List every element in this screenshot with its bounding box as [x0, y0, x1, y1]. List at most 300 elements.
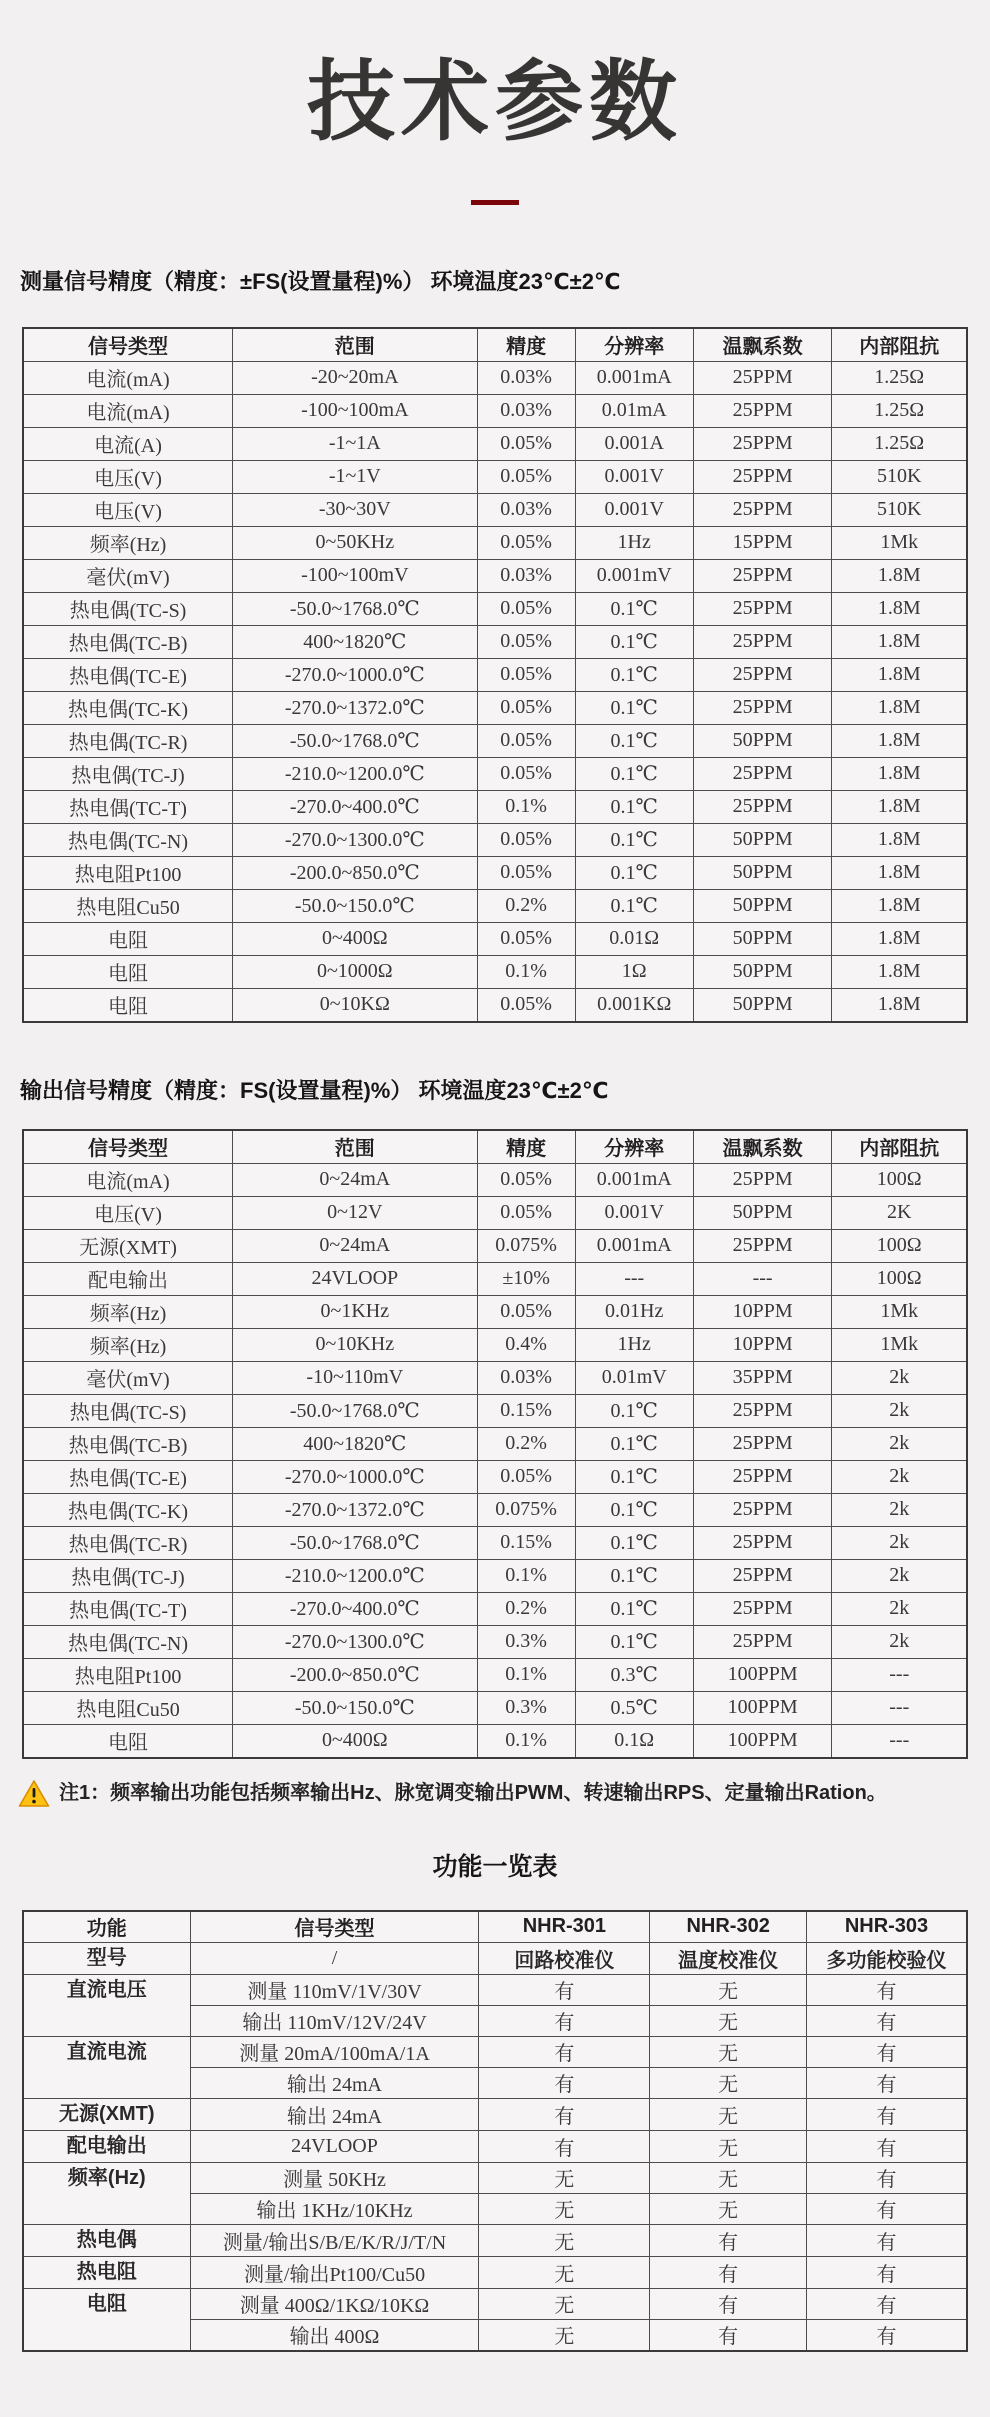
table-row — [23, 1691, 967, 1724]
table-cell: -270.0~1372.0℃ — [233, 1493, 477, 1526]
table-cell: 有 — [479, 2130, 650, 2162]
table-cell: -270.0~1000.0℃ — [233, 1460, 477, 1493]
table-cell: 0.1% — [477, 1559, 575, 1592]
table-cell: 25PPM — [693, 559, 832, 592]
column-header: 功能 — [23, 1911, 190, 1943]
table-cell: 有 — [807, 2288, 968, 2319]
table-cell: 1.8M — [832, 625, 967, 658]
function-cell: 型号 — [23, 1942, 190, 1974]
table-cell: -270.0~400.0℃ — [233, 790, 477, 823]
table-cell: 热电偶(TC-K) — [23, 691, 233, 724]
table-cell: 有 — [479, 1974, 650, 2005]
table-cell: -200.0~850.0℃ — [233, 1658, 477, 1691]
table-cell: -20~20mA — [233, 361, 477, 394]
table-cell: 热电偶(TC-S) — [23, 592, 233, 625]
table-cell: 100PPM — [693, 1691, 832, 1724]
measure-spec-table — [22, 327, 968, 1023]
table-cell: 0.2% — [477, 889, 575, 922]
table-cell: 25PPM — [693, 1460, 832, 1493]
table-cell: 2k — [832, 1559, 967, 1592]
table-cell: 2k — [832, 1592, 967, 1625]
table-cell: 无 — [479, 2288, 650, 2319]
table-cell: 0.05% — [477, 724, 575, 757]
header-row — [23, 1911, 967, 1943]
table-cell: -270.0~400.0℃ — [233, 1592, 477, 1625]
measure-section-heading: 测量信号精度（精度：±FS(设置量程)%） 环境温度23℃±2℃ — [20, 268, 621, 294]
table-cell: -50.0~150.0℃ — [233, 889, 477, 922]
column-header: 内部阻抗 — [832, 1130, 967, 1164]
table-cell: 1.25Ω — [832, 427, 967, 460]
table-cell: 0.03% — [477, 1361, 575, 1394]
table-cell: 0.05% — [477, 658, 575, 691]
table-row — [23, 361, 967, 394]
table-cell: 0.15% — [477, 1526, 575, 1559]
table-cell: 10PPM — [693, 1328, 832, 1361]
table-cell: 0.15% — [477, 1394, 575, 1427]
table-cell: 1.25Ω — [832, 361, 967, 394]
table-cell: 0.1℃ — [575, 1460, 693, 1493]
table-cell: 有 — [807, 2162, 968, 2193]
table-row — [23, 790, 967, 823]
table-cell: 2k — [832, 1526, 967, 1559]
table-cell: 25PPM — [693, 658, 832, 691]
table-cell: 电流(mA) — [23, 1163, 233, 1196]
column-header: 范围 — [233, 328, 477, 362]
table-cell: 400~1820℃ — [233, 625, 477, 658]
table-cell: 有 — [807, 2130, 968, 2162]
table-cell: 有 — [807, 2319, 968, 2351]
table-cell: 25PPM — [693, 1394, 832, 1427]
table-cell: 35PPM — [693, 1361, 832, 1394]
table-cell: 频率(Hz) — [23, 1295, 233, 1328]
table-cell: 测量 400Ω/1KΩ/10KΩ — [190, 2288, 479, 2319]
table-cell: 50PPM — [693, 955, 832, 988]
table-cell: 0.1℃ — [575, 889, 693, 922]
table-cell: 25PPM — [693, 394, 832, 427]
table-cell: 50PPM — [693, 1196, 832, 1229]
table-row — [23, 1526, 967, 1559]
table-row — [23, 1229, 967, 1262]
table-cell: 50PPM — [693, 856, 832, 889]
table-cell: 0.001mA — [575, 361, 693, 394]
table-cell: 0.001mV — [575, 559, 693, 592]
table-row — [23, 1295, 967, 1328]
table-cell: 0.05% — [477, 1196, 575, 1229]
table-cell: 25PPM — [693, 592, 832, 625]
table-cell: 0.1℃ — [575, 757, 693, 790]
table-cell: 0.05% — [477, 856, 575, 889]
column-header: 分辨率 — [575, 328, 693, 362]
title-accent-dash — [471, 200, 519, 205]
column-header: 精度 — [477, 1130, 575, 1164]
table-row — [23, 1942, 967, 1974]
table-cell: 频率(Hz) — [23, 1328, 233, 1361]
table-cell: 无 — [650, 2193, 807, 2224]
table-row — [23, 1361, 967, 1394]
table-cell: 电流(mA) — [23, 361, 233, 394]
table-row — [23, 1493, 967, 1526]
table-cell: 0.05% — [477, 1460, 575, 1493]
table-cell: 回路校准仪 — [479, 1942, 650, 1974]
table-cell: 0.5℃ — [575, 1691, 693, 1724]
column-header: 分辨率 — [575, 1130, 693, 1164]
table-cell: 25PPM — [693, 1427, 832, 1460]
table-cell: 0.1℃ — [575, 1592, 693, 1625]
table-cell: 1Hz — [575, 526, 693, 559]
table-cell: -50.0~1768.0℃ — [233, 592, 477, 625]
table-cell: 50PPM — [693, 889, 832, 922]
table-cell: --- — [832, 1724, 967, 1758]
table-cell: 25PPM — [693, 1592, 832, 1625]
table-cell: -50.0~150.0℃ — [233, 1691, 477, 1724]
table-cell: 无 — [650, 2005, 807, 2036]
table-cell: 有 — [807, 2224, 968, 2256]
table-row — [23, 460, 967, 493]
table-cell: -100~100mV — [233, 559, 477, 592]
table-row — [23, 2098, 967, 2130]
table-cell: 0.001A — [575, 427, 693, 460]
table-cell: 510K — [832, 493, 967, 526]
table-row — [23, 1592, 967, 1625]
table-cell: 0.3% — [477, 1625, 575, 1658]
table-cell: 15PPM — [693, 526, 832, 559]
table-row — [23, 922, 967, 955]
table-cell: 0.1℃ — [575, 625, 693, 658]
table-cell: 0.05% — [477, 1295, 575, 1328]
table-row — [23, 1196, 967, 1229]
table-row — [23, 493, 967, 526]
table-cell: 0.1% — [477, 790, 575, 823]
table-cell: 0.05% — [477, 823, 575, 856]
table-cell: 2K — [832, 1196, 967, 1229]
table-cell: 热电偶(TC-E) — [23, 1460, 233, 1493]
table-cell: 配电输出 — [23, 1262, 233, 1295]
table-cell: 0.1% — [477, 1724, 575, 1758]
table-cell: 热电偶(TC-N) — [23, 1625, 233, 1658]
table-cell: -50.0~1768.0℃ — [233, 1526, 477, 1559]
warning-triangle-icon — [18, 1779, 50, 1808]
table-cell: 0.05% — [477, 592, 575, 625]
table-cell: 0.01mV — [575, 1361, 693, 1394]
table-cell: 输出 110mV/12V/24V — [190, 2005, 479, 2036]
table-row — [23, 394, 967, 427]
table-row — [23, 2224, 967, 2256]
table-cell: 0.3℃ — [575, 1658, 693, 1691]
table-row — [23, 889, 967, 922]
column-header: 信号类型 — [23, 328, 233, 362]
table-cell: 25PPM — [693, 757, 832, 790]
table-row — [23, 1427, 967, 1460]
function-cell: 直流电压 — [23, 1974, 190, 2036]
table-cell: -50.0~1768.0℃ — [233, 1394, 477, 1427]
table-cell: 24VLOOP — [190, 2130, 479, 2162]
table-cell: 电压(V) — [23, 1196, 233, 1229]
table-cell: 热电偶(TC-J) — [23, 757, 233, 790]
table-cell: 1Mk — [832, 1295, 967, 1328]
table-cell: 0~400Ω — [233, 922, 477, 955]
table-cell: -50.0~1768.0℃ — [233, 724, 477, 757]
function-cell: 频率(Hz) — [23, 2162, 190, 2224]
table-cell: 0.03% — [477, 361, 575, 394]
table-cell: 25PPM — [693, 790, 832, 823]
table-cell: 0.001KΩ — [575, 988, 693, 1022]
table-cell: 0.05% — [477, 1163, 575, 1196]
table-cell: 多功能校验仪 — [807, 1942, 968, 1974]
table-cell: 无 — [479, 2256, 650, 2288]
table-cell: 有 — [479, 2036, 650, 2067]
table-cell: 0.001mA — [575, 1229, 693, 1262]
table-cell: 0.1Ω — [575, 1724, 693, 1758]
function-cell: 无源(XMT) — [23, 2098, 190, 2130]
table-cell: -30~30V — [233, 493, 477, 526]
function-cell: 热电阻 — [23, 2256, 190, 2288]
table-cell: 无源(XMT) — [23, 1229, 233, 1262]
column-header: 信号类型 — [23, 1130, 233, 1164]
table-cell: 0.2% — [477, 1592, 575, 1625]
table-cell: 有 — [650, 2288, 807, 2319]
table-cell: 热电偶(TC-B) — [23, 1427, 233, 1460]
table-cell: 100PPM — [693, 1724, 832, 1758]
table-cell: 2k — [832, 1625, 967, 1658]
table-row — [23, 691, 967, 724]
table-cell: 25PPM — [693, 625, 832, 658]
table-cell: 输出 24mA — [190, 2067, 479, 2098]
table-cell: -270.0~1000.0℃ — [233, 658, 477, 691]
table-cell: 0.05% — [477, 691, 575, 724]
table-row — [23, 1559, 967, 1592]
table-row — [23, 2256, 967, 2288]
header-row — [23, 1130, 967, 1164]
table-row — [23, 2288, 967, 2319]
table-cell: 0.1% — [477, 1658, 575, 1691]
table-cell: 0.1℃ — [575, 1493, 693, 1526]
table-cell: 无 — [479, 2319, 650, 2351]
table-cell: 0.03% — [477, 559, 575, 592]
table-row — [23, 1394, 967, 1427]
table-cell: --- — [832, 1691, 967, 1724]
table-cell: 0.001V — [575, 1196, 693, 1229]
table-cell: / — [190, 1942, 479, 1974]
table-cell: 1.8M — [832, 889, 967, 922]
note-text: 注1：频率输出功能包括频率输出Hz、脉宽调变输出PWM、转速输出RPS、定量输出Ration。 — [59, 1781, 887, 1804]
table-cell: 510K — [832, 460, 967, 493]
table-cell: 1.8M — [832, 757, 967, 790]
table-cell: 测量/输出Pt100/Cu50 — [190, 2256, 479, 2288]
table-cell: 2k — [832, 1394, 967, 1427]
table-cell: 25PPM — [693, 1625, 832, 1658]
table-cell: 0~10KHz — [233, 1328, 477, 1361]
table-cell: 测量 110mV/1V/30V — [190, 1974, 479, 2005]
table-cell: 1Mk — [832, 1328, 967, 1361]
table-row — [23, 625, 967, 658]
table-cell: 1.8M — [832, 955, 967, 988]
table-row — [23, 1328, 967, 1361]
table-cell: 有 — [479, 2098, 650, 2130]
function-list-heading: 功能一览表 — [432, 1852, 558, 1881]
table-cell: 25PPM — [693, 691, 832, 724]
table-cell: 0.1℃ — [575, 1526, 693, 1559]
table-cell: 0.1% — [477, 955, 575, 988]
table-row — [23, 1658, 967, 1691]
table-cell: 0.2% — [477, 1427, 575, 1460]
table-cell: 电阻 — [23, 955, 233, 988]
table-cell: -100~100mA — [233, 394, 477, 427]
table-cell: 热电阻Cu50 — [23, 1691, 233, 1724]
table-cell: 0.05% — [477, 625, 575, 658]
table-cell: 1.8M — [832, 988, 967, 1022]
table-cell: 温度校准仪 — [650, 1942, 807, 1974]
table-row — [23, 724, 967, 757]
table-cell: 无 — [479, 2224, 650, 2256]
table-cell: 25PPM — [693, 460, 832, 493]
table-cell: 有 — [479, 2067, 650, 2098]
table-cell: 无 — [479, 2162, 650, 2193]
table-cell: 0.075% — [477, 1493, 575, 1526]
table-row — [23, 1974, 967, 2005]
table-cell: 1.8M — [832, 823, 967, 856]
table-cell: --- — [693, 1262, 832, 1295]
table-cell: 50PPM — [693, 823, 832, 856]
table-cell: -210.0~1200.0℃ — [233, 1559, 477, 1592]
table-cell: 热电偶(TC-K) — [23, 1493, 233, 1526]
table-cell: 25PPM — [693, 1559, 832, 1592]
table-row — [23, 1163, 967, 1196]
table-cell: 0.05% — [477, 988, 575, 1022]
function-list-table — [22, 1910, 968, 2352]
table-cell: 0.05% — [477, 427, 575, 460]
column-header: NHR-301 — [479, 1911, 650, 1943]
table-cell: 有 — [807, 2036, 968, 2067]
table-cell: 50PPM — [693, 724, 832, 757]
table-cell: 50PPM — [693, 922, 832, 955]
table-cell: 0~12V — [233, 1196, 477, 1229]
table-row — [23, 1625, 967, 1658]
table-cell: 无 — [650, 2162, 807, 2193]
table-cell: 无 — [479, 2193, 650, 2224]
table-cell: 1.8M — [832, 724, 967, 757]
table-cell: 热电偶(TC-T) — [23, 1592, 233, 1625]
table-cell: --- — [832, 1658, 967, 1691]
table-cell: 400~1820℃ — [233, 1427, 477, 1460]
table-cell: 电流(A) — [23, 427, 233, 460]
table-row — [23, 658, 967, 691]
table-cell: 0.05% — [477, 460, 575, 493]
column-header: 信号类型 — [190, 1911, 479, 1943]
table-cell: 频率(Hz) — [23, 526, 233, 559]
table-cell: 1Hz — [575, 1328, 693, 1361]
table-cell: 1.8M — [832, 592, 967, 625]
table-cell: 电阻 — [23, 1724, 233, 1758]
column-header: 温飘系数 — [693, 1130, 832, 1164]
column-header: 范围 — [233, 1130, 477, 1164]
table-cell: 热电偶(TC-T) — [23, 790, 233, 823]
table-cell: 0~1KHz — [233, 1295, 477, 1328]
table-cell: 25PPM — [693, 1526, 832, 1559]
table-cell: -270.0~1300.0℃ — [233, 823, 477, 856]
table-cell: 1.8M — [832, 658, 967, 691]
table-cell: 100Ω — [832, 1163, 967, 1196]
table-cell: 0.01Hz — [575, 1295, 693, 1328]
table-cell: 1.25Ω — [832, 394, 967, 427]
table-cell: 25PPM — [693, 1229, 832, 1262]
table-row — [23, 1460, 967, 1493]
table-cell: 0.03% — [477, 394, 575, 427]
table-row — [23, 2130, 967, 2162]
table-cell: 电阻 — [23, 988, 233, 1022]
table-row — [23, 526, 967, 559]
table-cell: 测量 50KHz — [190, 2162, 479, 2193]
table-cell: 25PPM — [693, 427, 832, 460]
table-cell: 0.1℃ — [575, 790, 693, 823]
table-cell: 0.1℃ — [575, 856, 693, 889]
table-row — [23, 592, 967, 625]
column-header: 内部阻抗 — [832, 328, 967, 362]
table-row — [23, 1262, 967, 1295]
table-cell: 2k — [832, 1493, 967, 1526]
table-cell: 0.1℃ — [575, 658, 693, 691]
output-section-heading: 输出信号精度（精度：FS(设置量程)%） 环境温度23℃±2℃ — [20, 1077, 609, 1103]
table-cell: 有 — [807, 2005, 968, 2036]
table-cell: 有 — [807, 2256, 968, 2288]
function-cell: 直流电流 — [23, 2036, 190, 2098]
table-cell: 热电偶(TC-E) — [23, 658, 233, 691]
table-cell: 0.075% — [477, 1229, 575, 1262]
table-cell: 有 — [807, 1974, 968, 2005]
table-cell: 2k — [832, 1427, 967, 1460]
table-cell: 电压(V) — [23, 493, 233, 526]
function-cell: 配电输出 — [23, 2130, 190, 2162]
table-cell: -200.0~850.0℃ — [233, 856, 477, 889]
table-row — [23, 988, 967, 1022]
table-cell: 0.05% — [477, 526, 575, 559]
table-cell: 热电偶(TC-N) — [23, 823, 233, 856]
table-cell: 无 — [650, 2067, 807, 2098]
table-cell: 100Ω — [832, 1229, 967, 1262]
table-cell: 热电偶(TC-J) — [23, 1559, 233, 1592]
table-cell: 0.001mA — [575, 1163, 693, 1196]
table-cell: 100PPM — [693, 1658, 832, 1691]
table-cell: 无 — [650, 2036, 807, 2067]
table-cell: 有 — [650, 2319, 807, 2351]
table-cell: 0.001V — [575, 493, 693, 526]
table-cell: 0.001V — [575, 460, 693, 493]
table-cell: 1.8M — [832, 691, 967, 724]
table-cell: 1.8M — [832, 922, 967, 955]
table-cell: 热电偶(TC-S) — [23, 1394, 233, 1427]
table-row — [23, 856, 967, 889]
table-cell: 电压(V) — [23, 460, 233, 493]
table-cell: 0.3% — [477, 1691, 575, 1724]
table-cell: 0.1℃ — [575, 1427, 693, 1460]
table-cell: 25PPM — [693, 361, 832, 394]
table-cell: 0~1000Ω — [233, 955, 477, 988]
table-cell: 热电偶(TC-B) — [23, 625, 233, 658]
table-row — [23, 2036, 967, 2067]
table-cell: 100Ω — [832, 1262, 967, 1295]
table-cell: 0~24mA — [233, 1163, 477, 1196]
table-cell: 1Ω — [575, 955, 693, 988]
table-cell: 有 — [807, 2098, 968, 2130]
table-cell: 25PPM — [693, 493, 832, 526]
output-spec-table — [22, 1129, 968, 1759]
table-cell: 输出 24mA — [190, 2098, 479, 2130]
table-cell: -210.0~1200.0℃ — [233, 757, 477, 790]
table-cell: 无 — [650, 2098, 807, 2130]
table-cell: 0.1℃ — [575, 691, 693, 724]
table-cell: 热电偶(TC-R) — [23, 1526, 233, 1559]
table-cell: 0.4% — [477, 1328, 575, 1361]
table-cell: 0.1℃ — [575, 823, 693, 856]
